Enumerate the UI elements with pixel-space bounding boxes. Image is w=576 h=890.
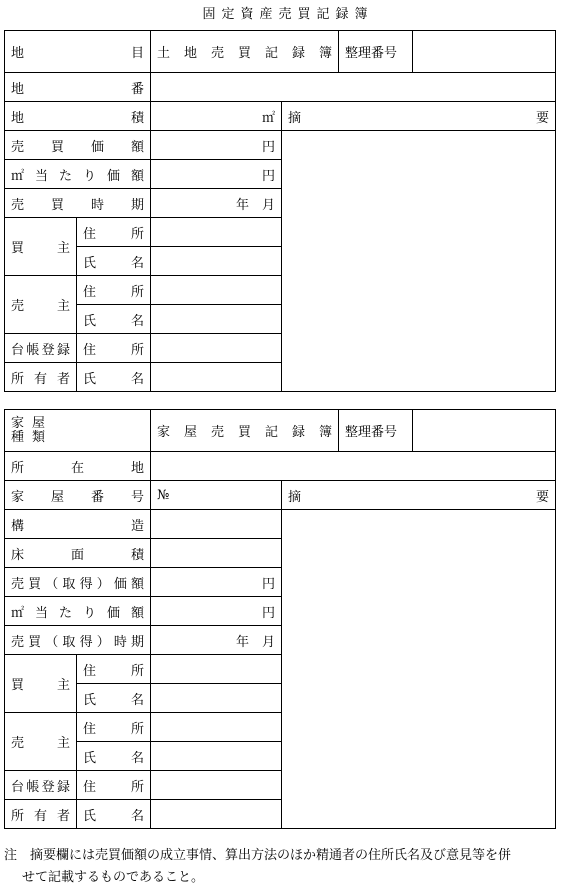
house-baibai-kagaku-label: 売買（取得）価額 [5,568,151,597]
house-kaoku-bango-label: 家屋番号 [5,481,151,510]
land-book-title: 土地売買記録簿 [151,31,339,73]
house-seiri-bango-field[interactable] [413,410,556,452]
house-heibei-kagaku-field[interactable]: 円 [151,597,282,626]
house-yuka-menseki-field[interactable] [151,539,282,568]
land-record-table [4,30,556,392]
land-baibai-kagaku-label: 売買価額 [5,131,151,160]
land-heibei-kagaku-field[interactable]: 円 [151,160,282,189]
land-chimoku-label: 地目 [5,31,151,73]
house-kaoku-label: 家屋 [11,415,45,431]
land-urinushi-label: 売主 [5,276,77,334]
land-kainushi-label: 買主 [5,218,77,276]
house-shoyusha-label: 所有者 [5,800,77,829]
house-kainushi-shimei-label: 氏名 [77,684,151,713]
land-chiseki-label: 地積 [5,102,151,131]
land-baibai-jiki-field[interactable]: 年 月 [151,189,282,218]
house-shozaichi-label: 所在地 [5,452,151,481]
land-urinushi-jusho-label: 住所 [77,276,151,305]
land-seiri-bango-field[interactable] [413,31,556,73]
page-title: 固定資産売買記録簿 [202,7,374,22]
house-kaoku-bango-field[interactable]: № [151,481,282,510]
land-owner-jusho-field[interactable] [151,334,282,363]
land-owner-shimei-label: 氏名 [77,363,151,392]
land-chiban-label: 地番 [5,73,151,102]
house-kaoku-shurui-label [5,410,151,452]
land-urinushi-jusho-field[interactable] [151,276,282,305]
house-owner-jusho-label: 住所 [77,771,151,800]
house-owner-jusho-field[interactable] [151,771,282,800]
land-tekiyo-field[interactable] [282,131,556,392]
house-shurui-label: 種類 [11,429,45,445]
land-shoyusha-label: 所有者 [5,363,77,392]
house-urinushi-jusho-field[interactable] [151,713,282,742]
house-urinushi-shimei-label: 氏名 [77,742,151,771]
land-urinushi-shimei-label: 氏名 [77,305,151,334]
house-yuka-menseki-label: 床面積 [5,539,151,568]
land-urinushi-shimei-field[interactable] [151,305,282,334]
land-kainushi-jusho-field[interactable] [151,218,282,247]
house-urinushi-shimei-field[interactable] [151,742,282,771]
house-record-table [4,409,556,829]
house-seiri-bango-label: 整理番号 [339,410,413,452]
land-chiseki-field[interactable]: ㎡ [151,102,282,131]
house-heibei-kagaku-label: ㎡当たり価額 [5,597,151,626]
house-urinushi-jusho-label: 住所 [77,713,151,742]
land-owner-jusho-label: 住所 [77,334,151,363]
land-kainushi-shimei-label: 氏名 [77,247,151,276]
land-tekiyo-label: 摘要 [282,102,556,131]
house-tekiyo-label: 摘要 [282,481,556,510]
footnote [4,845,572,889]
house-kainushi-label: 買主 [5,655,77,713]
house-tekiyo-field[interactable] [282,510,556,829]
house-urinushi-label: 売主 [5,713,77,771]
land-heibei-kagaku-label: ㎡当たり価額 [5,160,151,189]
land-baibai-jiki-label: 売買時期 [5,189,151,218]
house-daicho-toroku-label: 台帳登録 [5,771,77,800]
house-baibai-jiki-label: 売買（取得）時期 [5,626,151,655]
house-kainushi-jusho-field[interactable] [151,655,282,684]
house-kozo-field[interactable] [151,510,282,539]
land-owner-shimei-field[interactable] [151,363,282,392]
house-owner-shimei-label: 氏名 [77,800,151,829]
house-baibai-jiki-field[interactable]: 年 月 [151,626,282,655]
land-kainushi-shimei-field[interactable] [151,247,282,276]
footnote-line-2: せて記載するものであること。 [22,870,205,885]
house-kainushi-jusho-label: 住所 [77,655,151,684]
house-kozo-label: 構造 [5,510,151,539]
land-baibai-kagaku-field[interactable]: 円 [151,131,282,160]
house-book-title: 家屋売買記録簿 [151,410,339,452]
footnote-line-1: 注 摘要欄には売買価額の成立事情、算出方法のほか精通者の住所氏名及び意見等を併 [4,848,512,863]
land-chiban-field[interactable] [151,73,556,102]
land-kainushi-jusho-label: 住所 [77,218,151,247]
house-owner-shimei-field[interactable] [151,800,282,829]
house-shozaichi-field[interactable] [151,452,556,481]
land-seiri-bango-label: 整理番号 [339,31,413,73]
house-kainushi-shimei-field[interactable] [151,684,282,713]
land-daicho-toroku-label: 台帳登録 [5,334,77,363]
house-baibai-kagaku-field[interactable]: 円 [151,568,282,597]
